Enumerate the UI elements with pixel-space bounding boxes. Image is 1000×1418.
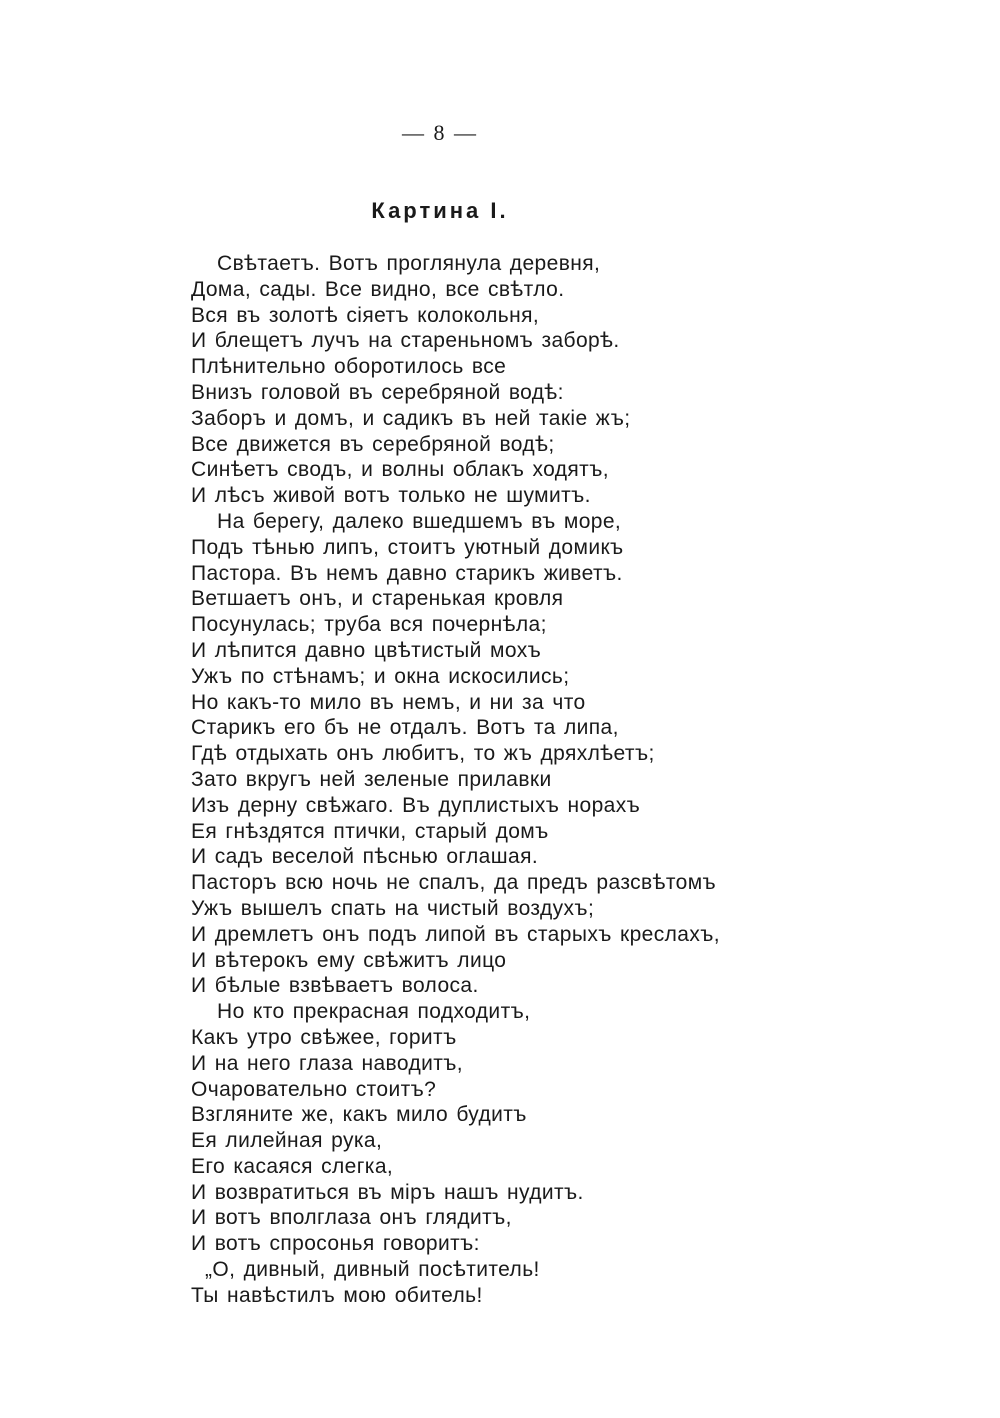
verse-line: И блещетъ лучъ на стареньномъ заборѣ. xyxy=(191,329,620,353)
verse-line: Какъ утро свѣжее, горитъ xyxy=(191,1025,457,1049)
verse-line: И бѣлые взвѣваетъ волоса. xyxy=(191,974,479,998)
verse-line: Посунулась; труба вся почернѣла; xyxy=(191,613,547,637)
verse-line: Зато вкругъ ней зеленые прилавки xyxy=(191,767,552,791)
verse-line: И садъ веселой пѣснью оглашая. xyxy=(191,845,539,869)
poem-text xyxy=(191,251,831,1309)
verse-line: Внизъ головой въ серебряной водѣ: xyxy=(191,380,564,404)
verse-line: И вѣтерокъ ему свѣжитъ лицо xyxy=(191,948,507,972)
verse-line: Его касаяся слегка, xyxy=(191,1154,394,1178)
verse-line: Но кто прекрасная подходитъ, xyxy=(217,1000,531,1024)
verse-line: Изъ дерну свѣжаго. Въ дуплистыхъ норахъ xyxy=(191,793,641,817)
verse-line: Дома, сады. Все видно, все свѣтло. xyxy=(191,277,565,301)
verse-line: Плѣнительно оборотилось все xyxy=(191,355,507,379)
verse-line: Все движется въ серебряной водѣ; xyxy=(191,432,555,456)
verse-line: Очаровательно стоитъ? xyxy=(191,1077,437,1101)
verse-line: На берегу, далеко вшедшемъ въ море, xyxy=(217,509,622,533)
verse-line: Заборъ и домъ, и садикъ въ ней такіе жъ; xyxy=(191,406,631,430)
verse-line: Подъ тѣнью липъ, стоитъ уютный домикъ xyxy=(191,535,624,559)
verse-line: И дремлетъ онъ подъ липой въ старыхъ креслахъ, xyxy=(191,922,721,946)
verse-line: И на него глаза наводитъ, xyxy=(191,1051,464,1075)
verse-line: Старикъ его бъ не отдалъ. Вотъ та липа, xyxy=(191,716,619,740)
scene-heading: Картина I. xyxy=(371,198,509,223)
verse-line: И возвратиться въ міръ нашъ нудитъ. xyxy=(191,1180,584,1204)
verse-line: Синѣетъ сводъ, и волны облакъ ходятъ, xyxy=(191,458,609,482)
verse-line: И лѣсъ живой вотъ только не шумитъ. xyxy=(191,484,591,508)
verse-line: Ужъ по стѣнамъ; и окна искосились; xyxy=(191,664,570,688)
verse-line: Ея лилейная рука, xyxy=(191,1129,383,1153)
verse-line: „О, дивный, дивный посѣтитель! xyxy=(205,1258,540,1282)
verse-line: Вся въ золотѣ сіяетъ колокольня, xyxy=(191,303,540,327)
verse-line: Но какъ-то мило въ немъ, и ни за что xyxy=(191,690,586,714)
verse-line: Взгляните же, какъ мило будитъ xyxy=(191,1103,527,1127)
verse-line: И лѣпится давно цвѣтистый мохъ xyxy=(191,638,542,662)
verse-line: Ветшаетъ онъ, и старенькая кровля xyxy=(191,587,564,611)
page-number: — 8 — xyxy=(402,120,478,145)
verse-line: Свѣтаетъ. Вотъ проглянула деревня, xyxy=(217,252,601,275)
verse-line: Ужъ вышелъ спать на чистый воздухъ; xyxy=(191,896,595,920)
verse-line: Пасторъ всю ночь не спалъ, да предъ разсвѣтомъ xyxy=(191,871,717,895)
verse-line: Гдѣ отдыхать онъ любитъ, то жъ дряхлѣетъ; xyxy=(191,742,655,766)
verse-line: Ея гнѣздятся птички, старый домъ xyxy=(191,819,549,843)
verse-line: Пастора. Въ немъ давно старикъ живетъ. xyxy=(191,561,623,585)
verse-line: Ты навѣстилъ мою обитель! xyxy=(191,1283,483,1307)
verse-line: И вотъ вполглаза онъ глядитъ, xyxy=(191,1206,512,1230)
verse-line: И вотъ спросонья говоритъ: xyxy=(191,1232,480,1256)
